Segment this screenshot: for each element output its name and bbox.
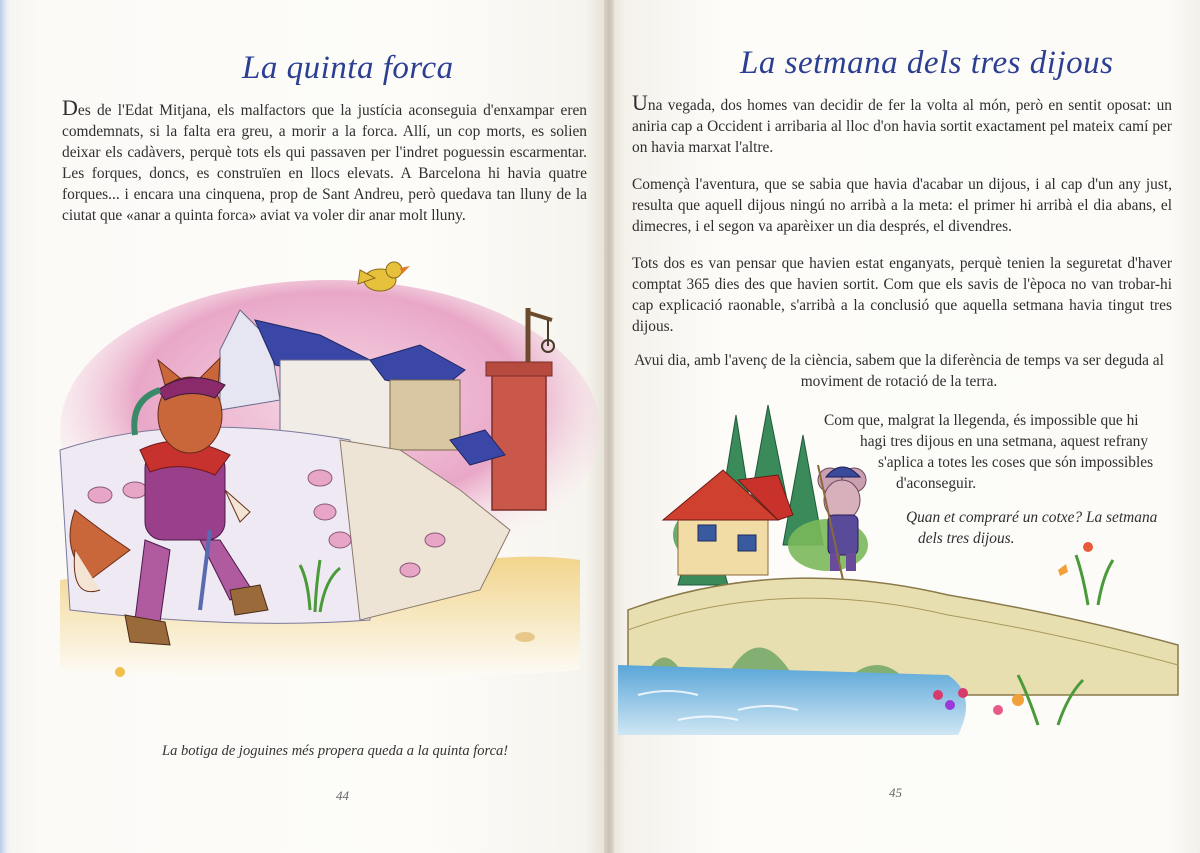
right-quote-line2: dels tres dijous. — [918, 530, 1015, 547]
right-page-body — [632, 90, 1172, 353]
right-paragraph-5-line3: s'aplica a totes les coses que són impossibles — [878, 454, 1154, 471]
right-dropcap: U — [632, 90, 648, 115]
right-quote-line1: Quan et compraré un cotxe? La setmana — [906, 509, 1158, 526]
right-paragraph-5-line4: d'aconseguir. — [896, 475, 977, 492]
right-paragraph-3: Tots dos es van pensar que havien estat enganyats, perquè tenien la seguretat d'haver comptat 365 dies des que havien sortit. Com que els savis de l'època no van trobar-hi cap explicació raonable, s'arribà a la conclusió que aquella setmana havia tingut tres dijous. — [632, 255, 1172, 335]
right-paragraph-4 — [626, 350, 1172, 392]
right-paragraph-4-line1: Avui dia, amb l'avenç de la ciència, sabem que la diferència de temps va ser deguda al — [634, 352, 1164, 369]
cover-edge — [0, 0, 10, 853]
right-page-title: La setmana dels tres dijous — [740, 45, 1114, 81]
right-paragraph-4-line2: moviment de rotació de la terra. — [800, 373, 998, 390]
right-paragraph-1 — [632, 90, 1172, 158]
right-page-number: 45 — [889, 785, 902, 800]
right-paragraph-2: Començà l'aventura, que se sabia que havia d'acabar un dijous, i al cap d'un any just, resulta que aquell dijous ningú no arribà a la meta: el primer hi arribà el dia abans, el dimecres, i el segon va aparèixer un dia després, el divendres. — [632, 176, 1172, 235]
left-page-paragraph — [62, 95, 587, 226]
left-paragraph-text: es de l'Edat Mitjana, els malfactors que la justícia aconseguia d'enxampar eren comdemnats, si la falta era greu, a morir a la forca. Allí, un cop morts, es solien deixar els cadàvers, perquè tots els qui passaven per l'indret poguessin escarmentar. Les forques, doncs, es construïen en llocs elevats. A Barcelona hi havia quatre forques... i encara una cinquena, prop de Sant Andreu, però quedava tan lluny de la ciutat que «anar a quinta forca» aviat va voler dir anar molt lluny. — [62, 102, 587, 224]
right-page — [608, 0, 1200, 853]
left-page-number: 44 — [336, 788, 349, 803]
right-paragraph-5 — [808, 410, 1188, 494]
right-paragraph-5-line2: hagi tres dijous en una setmana, aquest refrany — [860, 433, 1149, 450]
right-paragraph-1-text: na vegada, dos homes van decidir de fer la volta al món, però en sentit oposat: un aniria cap a Occident i arribaria al lloc d'on havia sortit exactament pel mateix camí per on havia marxat l'altre. — [632, 97, 1172, 156]
right-paragraph-5-line1: Com que, malgrat la llegenda, és impossible que hi — [824, 412, 1139, 429]
fox-castle-illustration — [40, 250, 600, 690]
left-page-title: La quinta forca — [242, 50, 454, 86]
left-dropcap: D — [62, 95, 78, 120]
butterfly-icon — [1058, 564, 1068, 576]
right-quote — [906, 507, 1196, 549]
left-page-caption: La botiga de joguines més propera queda a la quinta forca! — [162, 743, 509, 759]
book-spine — [604, 0, 614, 853]
